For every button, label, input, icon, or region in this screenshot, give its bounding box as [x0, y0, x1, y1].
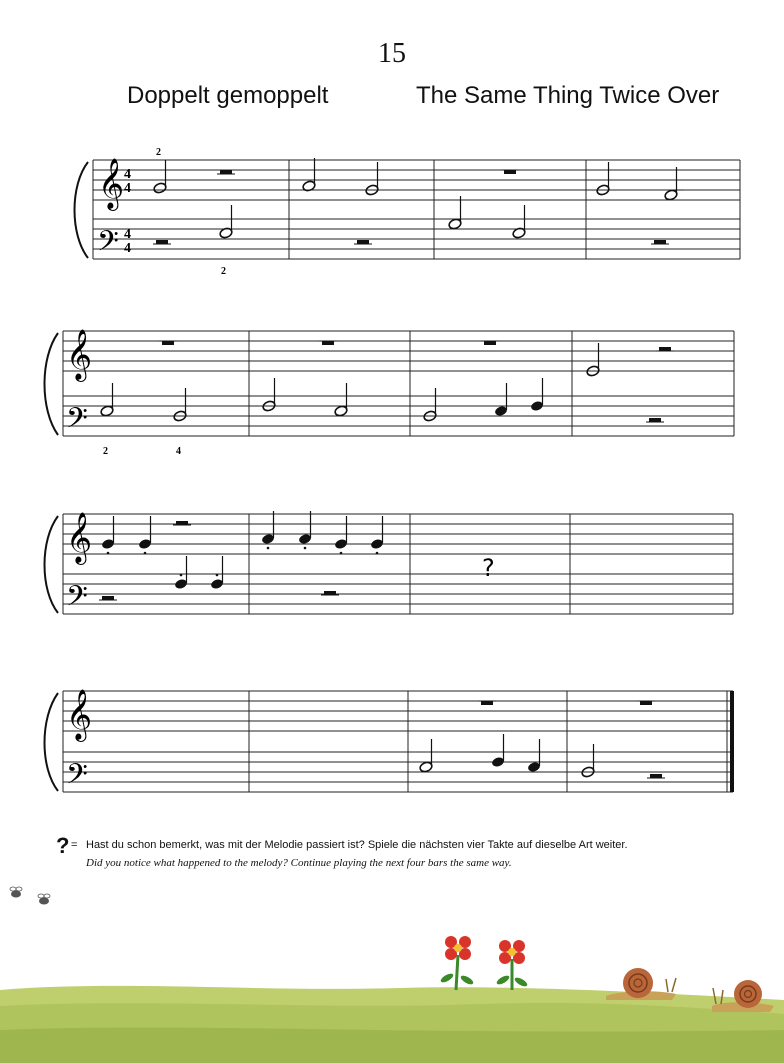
rest [159, 341, 177, 345]
bee-icon [38, 894, 50, 905]
system-4 [45, 689, 735, 798]
time-signature-bottom-den: 4 [124, 241, 131, 256]
meadow-illustration [0, 880, 784, 1063]
bee-icon [10, 887, 22, 898]
treble-clef-icon: 𝄞 [66, 689, 93, 740]
brace [75, 162, 89, 258]
brace [45, 333, 59, 435]
flower-icon [495, 940, 528, 990]
snail-icon [606, 968, 676, 1000]
rest [501, 170, 519, 174]
rest [481, 341, 499, 345]
rest [637, 701, 655, 705]
title-english: The Same Thing Twice Over [416, 82, 720, 109]
footnote-question-mark: ? [56, 833, 70, 858]
rest [656, 347, 674, 351]
fingering: 2 [156, 147, 161, 158]
fingering: 2 [221, 266, 226, 277]
question-mark: ? [482, 554, 495, 582]
footnote-equals: = [71, 839, 78, 851]
time-signature-top: 4 [124, 167, 131, 182]
bass-clef-icon: 𝄢 [66, 402, 88, 442]
footnote-english: Did you notice what happened to the melody? Continue playing the next four bars the same way. [86, 857, 512, 869]
rest [646, 418, 664, 422]
treble-clef-icon: 𝄞 [66, 329, 93, 380]
treble-clef-icon: 𝄞 [98, 158, 125, 209]
bass-clef-icon: 𝄢 [97, 225, 119, 265]
rest [647, 774, 665, 778]
bass-clef-icon: 𝄢 [66, 580, 88, 620]
fingering: 4 [176, 446, 181, 457]
footnote-german: Hast du schon bemerkt, was mit der Melodie passiert ist? Spiele die nächsten vier Takte auf dieselbe Art weiter. [86, 839, 628, 851]
final-barline [730, 691, 734, 792]
flower-icon [439, 936, 474, 990]
title-german: Doppelt gemoppelt [127, 82, 329, 109]
rest [354, 240, 372, 244]
time-signature-top-den: 4 [124, 181, 131, 196]
system-1 [75, 147, 741, 277]
time-signature-bottom: 4 [124, 227, 131, 242]
rest [153, 240, 171, 244]
brace [45, 693, 59, 791]
system-3 [45, 511, 734, 620]
page-number: 15 [378, 38, 406, 69]
system-2 [45, 329, 735, 457]
brace [45, 516, 59, 613]
rest [217, 170, 235, 174]
rest [478, 701, 496, 705]
treble-clef-icon: 𝄞 [66, 512, 93, 563]
bass-clef-icon: 𝄢 [66, 758, 88, 798]
rest [99, 596, 117, 600]
rest [651, 240, 669, 244]
snail-icon [712, 980, 774, 1012]
rest [319, 341, 337, 345]
fingering: 2 [103, 446, 108, 457]
